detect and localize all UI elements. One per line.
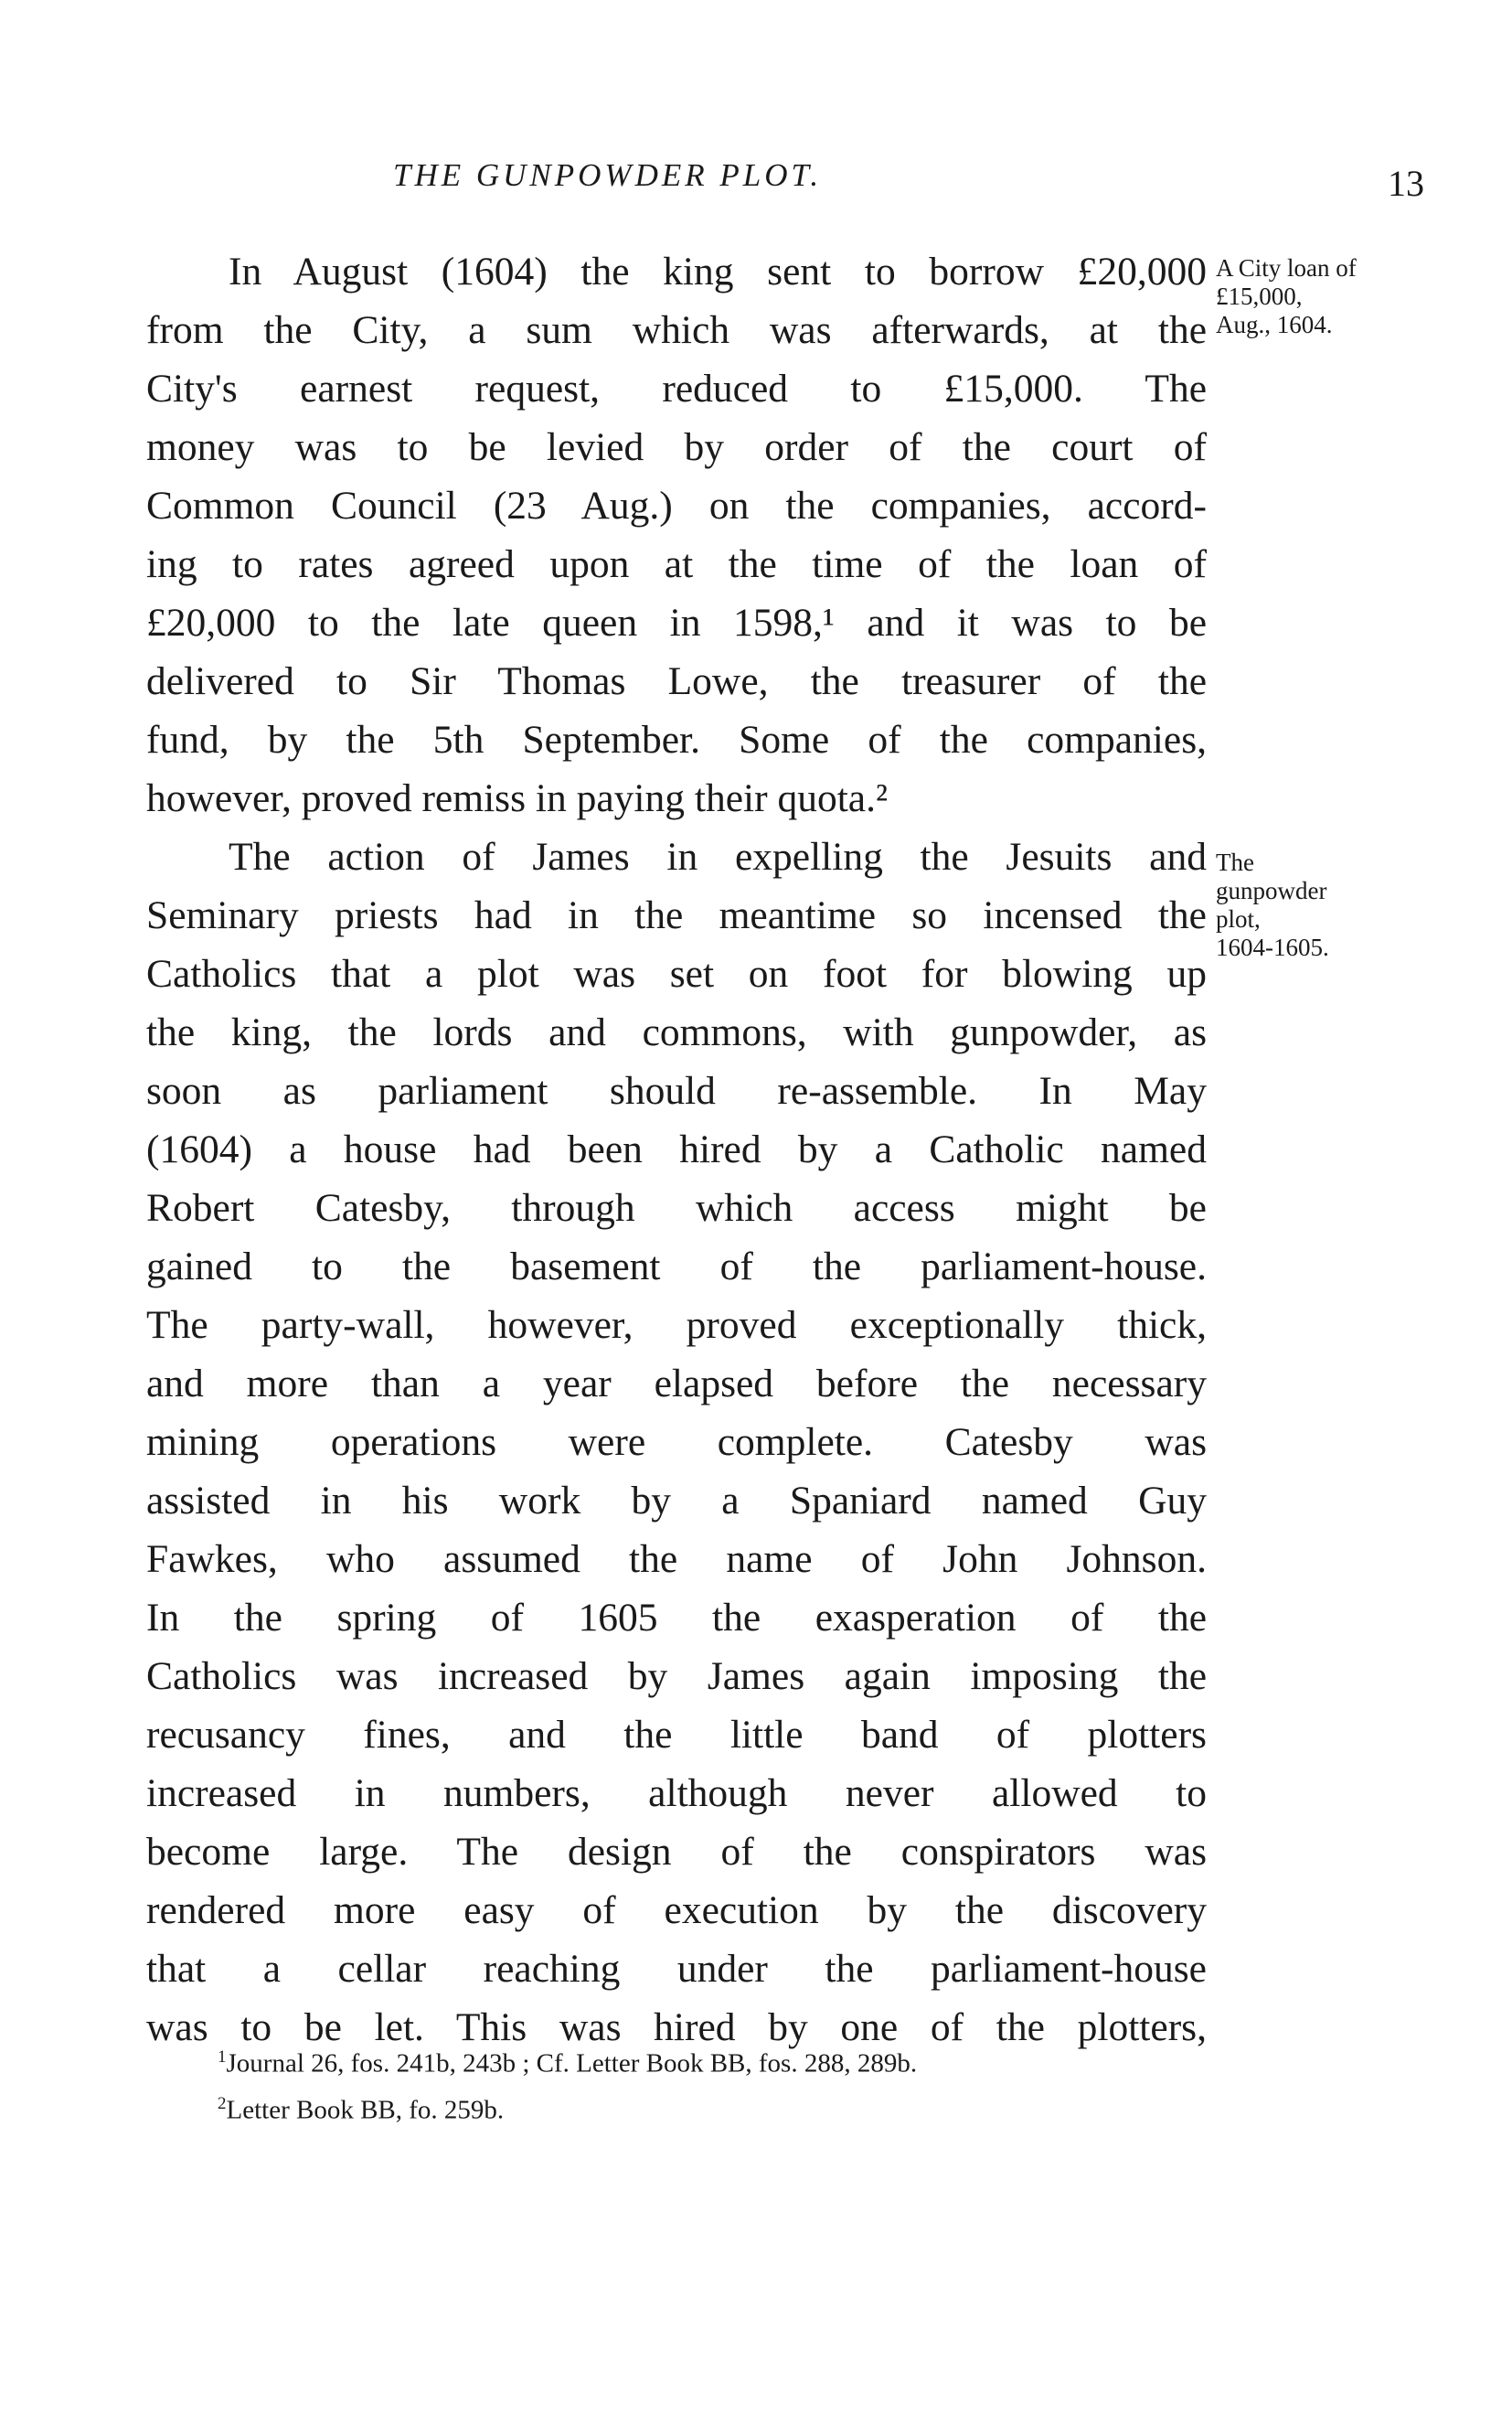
body-line: (1604) a house had been hired by a Catholic named bbox=[146, 1127, 1207, 1171]
running-head bbox=[0, 157, 1512, 212]
body-line: the king, the lords and commons, with gunpowder, as bbox=[146, 1010, 1207, 1054]
body-line: that a cellar reaching under the parliament-house bbox=[146, 1947, 1207, 1991]
footnote bbox=[218, 2037, 1223, 2084]
body-line: Catholics that a plot was set on foot for blowing up bbox=[146, 952, 1207, 996]
margin-note-city-loan: A City loan of £15,000, Aug., 1604. bbox=[1216, 254, 1357, 338]
body-line: Common Council (23 Aug.) on the companies, accord- bbox=[146, 484, 1207, 528]
body-line: Catholics was increased by James again imposing the bbox=[146, 1654, 1207, 1698]
body-text bbox=[146, 242, 1207, 2057]
footnote-text: Letter Book BB, fo. 259b. bbox=[226, 2095, 505, 2125]
page-number: 13 bbox=[1388, 163, 1424, 204]
running-title: THE GUNPOWDER PLOT. bbox=[393, 157, 823, 193]
body-line: Seminary priests had in the meantime so incensed the bbox=[146, 893, 1207, 937]
body-line: The party-wall, however, proved exceptionally thick, bbox=[146, 1303, 1207, 1347]
body-line: increased in numbers, although never allowed to bbox=[146, 1771, 1207, 1815]
footnote-mark: 2 bbox=[218, 2093, 227, 2113]
body-line: recusancy fines, and the little band of plotters bbox=[146, 1713, 1207, 1757]
body-line: however, proved remiss in paying their quota.² bbox=[146, 776, 889, 820]
body-line: become large. The design of the conspirators was bbox=[146, 1830, 1207, 1874]
body-line: City's earnest request, reduced to £15,000. The bbox=[146, 367, 1207, 411]
body-line: rendered more easy of execution by the discovery bbox=[146, 1888, 1207, 1932]
body-line: money was to be levied by order of the court of bbox=[146, 425, 1207, 469]
body-line: was to be let. This was hired by one of the plotters, bbox=[146, 2005, 1207, 2049]
margin-note-gunpowder-plot: The gunpowder plot, 1604-1605. bbox=[1216, 849, 1329, 961]
body-line: delivered to Sir Thomas Lowe, the treasurer of the bbox=[146, 659, 1207, 703]
body-line: fund, by the 5th September. Some of the companies, bbox=[146, 718, 1207, 762]
body-line: assisted in his work by a Spaniard named Guy bbox=[146, 1479, 1207, 1523]
body-line: The action of James in expelling the Jesuits and bbox=[229, 835, 1207, 879]
body-line: Robert Catesby, through which access might be bbox=[146, 1186, 1207, 1230]
body-line: mining operations were complete. Catesby was bbox=[146, 1420, 1207, 1464]
body-line: In the spring of 1605 the exasperation of the bbox=[146, 1596, 1207, 1640]
body-line: £20,000 to the late queen in 1598,¹ and it was to be bbox=[146, 601, 1207, 645]
footnote-text: Journal 26, fos. 241b, 243b ; Cf. Letter Book BB, fos. 288, 289b. bbox=[226, 2048, 918, 2078]
body-line: soon as parliament should re-assemble. In May bbox=[146, 1069, 1207, 1113]
footnotes bbox=[218, 2037, 1223, 2130]
body-line: Fawkes, who assumed the name of John Johnson. bbox=[146, 1537, 1207, 1581]
footnote-mark: 1 bbox=[218, 2047, 227, 2067]
body-line: and more than a year elapsed before the necessary bbox=[146, 1362, 1207, 1405]
footnote bbox=[218, 2084, 1223, 2131]
body-line: ing to rates agreed upon at the time of the loan of bbox=[146, 542, 1207, 586]
body-line: In August (1604) the king sent to borrow £20,000 bbox=[229, 250, 1207, 294]
body-line: gained to the basement of the parliament-house. bbox=[146, 1245, 1207, 1288]
body-line: from the City, a sum which was afterwards, at the bbox=[146, 308, 1207, 352]
